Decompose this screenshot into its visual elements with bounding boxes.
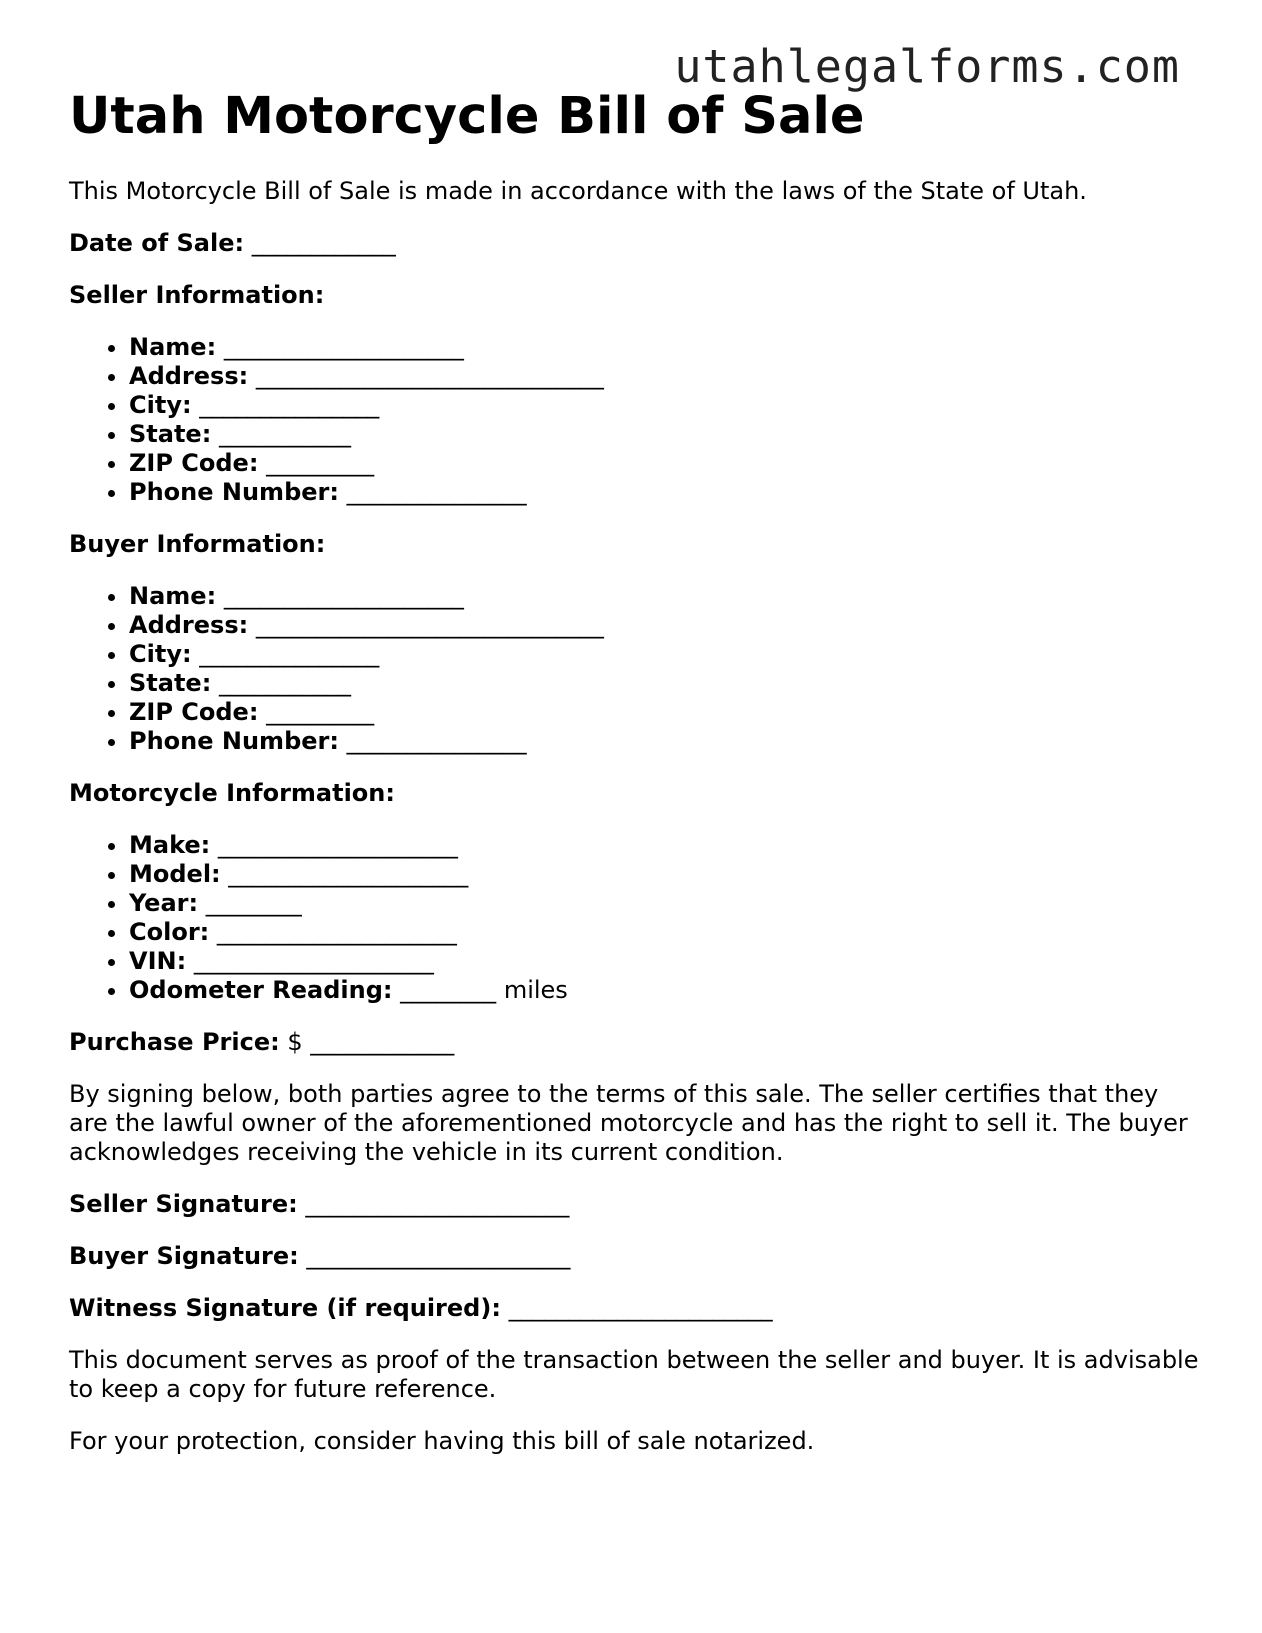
seller-phone-label: Phone Number: [129,478,339,506]
buyer-field-list [69,582,1199,756]
motorcycle-model-blank[interactable]: ____________________ [228,860,469,888]
seller-signature-blank[interactable]: ______________________ [305,1190,570,1218]
date-of-sale-label: Date of Sale: [69,229,245,257]
currency-symbol: $ [287,1028,303,1056]
seller-state-blank[interactable]: ___________ [218,420,351,448]
motorcycle-field-list [69,831,1199,1005]
buyer-city-field [129,640,1199,669]
motorcycle-vin-field [129,947,1199,976]
seller-phone-blank[interactable]: _______________ [346,478,527,506]
seller-address-label: Address: [129,362,249,390]
buyer-phone-label: Phone Number: [129,727,339,755]
motorcycle-make-field [129,831,1199,860]
motorcycle-color-label: Color: [129,918,210,946]
buyer-name-label: Name: [129,582,217,610]
motorcycle-model-field [129,860,1199,889]
agreement-text: By signing below, both parties agree to the terms of this sale. The seller certifies that they are the lawful owner of the aforementioned motorcycle and has the right to sell it. The buyer acknowledges receiving the vehicle in its current condition. [69,1080,1188,1166]
seller-zip-blank[interactable]: _________ [266,449,375,477]
motorcycle-odometer-field [129,976,1199,1005]
buyer-name-field [129,582,1199,611]
seller-phone-field [129,478,1199,507]
motorcycle-year-label: Year: [129,889,199,917]
buyer-signature-label: Buyer Signature: [69,1242,299,1270]
seller-name-blank[interactable]: ____________________ [223,333,464,361]
site-watermark: utahlegalforms.com [674,40,1180,93]
seller-name-field [129,333,1199,362]
seller-state-label: State: [129,420,212,448]
seller-city-field [129,391,1199,420]
purchase-price-label: Purchase Price: [69,1028,280,1056]
buyer-address-blank[interactable]: _____________________________ [255,611,604,639]
seller-section-heading: Seller Information: [69,281,325,309]
date-of-sale-field [69,229,1199,258]
buyer-zip-label: ZIP Code: [129,698,259,726]
motorcycle-section-heading: Motorcycle Information: [69,779,395,807]
seller-address-field [129,362,1199,391]
seller-address-blank[interactable]: _____________________________ [255,362,604,390]
motorcycle-odometer-label: Odometer Reading: [129,976,393,1004]
seller-zip-label: ZIP Code: [129,449,259,477]
notary-text: For your protection, consider having this bill of sale notarized. [69,1427,815,1455]
buyer-zip-blank[interactable]: _________ [266,698,375,726]
seller-city-label: City: [129,391,192,419]
motorcycle-make-label: Make: [129,831,211,859]
seller-state-field [129,420,1199,449]
buyer-address-label: Address: [129,611,249,639]
witness-signature-field [69,1294,1199,1323]
motorcycle-model-label: Model: [129,860,221,888]
buyer-state-field [129,669,1199,698]
witness-signature-blank[interactable]: ______________________ [508,1294,773,1322]
seller-signature-field [69,1190,1199,1219]
buyer-state-blank[interactable]: ___________ [218,669,351,697]
motorcycle-vin-label: VIN: [129,947,187,975]
buyer-city-blank[interactable]: _______________ [199,640,380,668]
seller-name-label: Name: [129,333,217,361]
seller-field-list [69,333,1199,507]
document-title: Utah Motorcycle Bill of Sale [69,87,865,146]
buyer-signature-blank[interactable]: ______________________ [306,1242,571,1270]
seller-city-blank[interactable]: _______________ [199,391,380,419]
motorcycle-color-blank[interactable]: ____________________ [216,918,457,946]
motorcycle-vin-blank[interactable]: ____________________ [193,947,434,975]
proof-text: This document serves as proof of the transaction between the seller and buyer. It is advisable to keep a copy for future reference. [69,1346,1199,1403]
buyer-section-heading: Buyer Information: [69,530,326,558]
motorcycle-year-blank[interactable]: ________ [205,889,302,917]
document-body [69,86,1199,1456]
buyer-phone-blank[interactable]: _______________ [346,727,527,755]
buyer-city-label: City: [129,640,192,668]
buyer-zip-field [129,698,1199,727]
motorcycle-color-field [129,918,1199,947]
motorcycle-make-blank[interactable]: ____________________ [217,831,458,859]
motorcycle-odometer-blank[interactable]: ________ [400,976,497,1004]
date-of-sale-blank[interactable]: ____________ [251,229,396,257]
purchase-price-field [69,1028,1199,1057]
purchase-price-blank[interactable]: ____________ [310,1028,455,1056]
odometer-unit: miles [503,976,568,1004]
buyer-name-blank[interactable]: ____________________ [223,582,464,610]
buyer-address-field [129,611,1199,640]
buyer-signature-field [69,1242,1199,1271]
seller-signature-label: Seller Signature: [69,1190,298,1218]
intro-text: This Motorcycle Bill of Sale is made in accordance with the laws of the State of Utah. [69,177,1087,205]
motorcycle-year-field [129,889,1199,918]
buyer-phone-field [129,727,1199,756]
seller-zip-field [129,449,1199,478]
buyer-state-label: State: [129,669,212,697]
witness-signature-label: Witness Signature (if required): [69,1294,501,1322]
